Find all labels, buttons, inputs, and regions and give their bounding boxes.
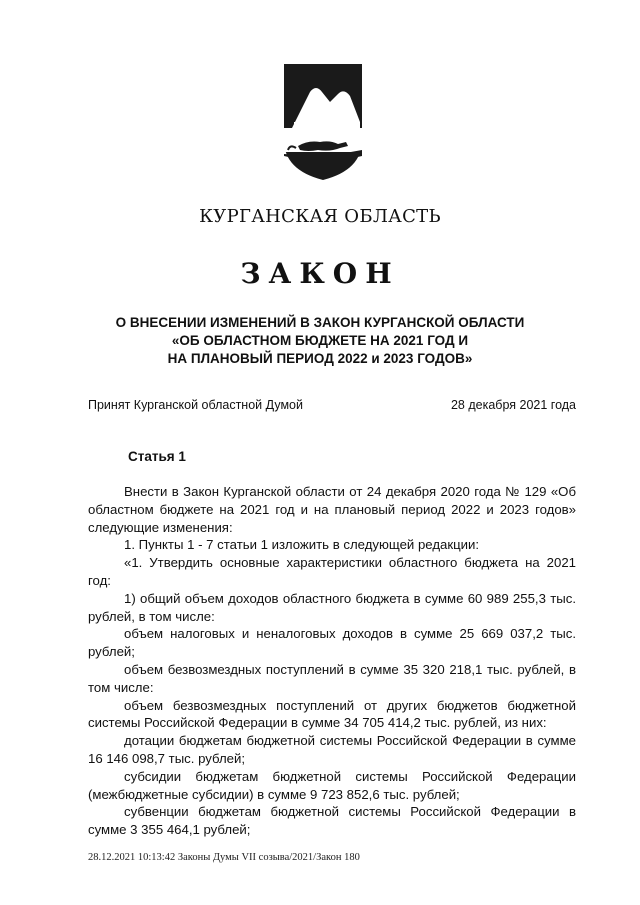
paragraph: Внести в Закон Курганской области от 24 декабря 2020 года № 129 «Об областном бюджете на 2021 год и на плановый период 2022 и 2023 годов» следующие изменения: <box>88 484 576 535</box>
paragraph: дотации бюджетам бюджетной системы Российской Федерации в сумме 16 146 098,7 тыс. рублей; <box>88 733 576 766</box>
paragraph: объем безвозмездных поступлений от других бюджетов бюджетной системы Российской Федерации в сумме 34 705 414,2 тыс. рублей, из них: <box>88 697 576 731</box>
subtitle-line: О ВНЕСЕНИИ ИЗМЕНЕНИЙ В ЗАКОН КУРГАНСКОЙ ОБЛАСТИ <box>115 315 525 330</box>
adoption-line <box>88 398 576 412</box>
paragraph: 1. Пункты 1 - 7 статьи 1 изложить в следующей редакции: <box>124 537 480 553</box>
article-title: Статья 1 <box>128 449 186 464</box>
region-title: КУРГАНСКАЯ ОБЛАСТЬ <box>199 206 441 227</box>
subtitle-line: НА ПЛАНОВЫЙ ПЕРИОД 2022 и 2023 ГОДОВ» <box>167 351 473 366</box>
adoption-date: 28 декабря 2021 года <box>450 398 576 412</box>
article-body <box>88 483 576 839</box>
law-subtitle <box>60 314 580 368</box>
paragraph: объем налоговых и неналоговых доходов в сумме 25 669 037,2 тыс. рублей; <box>88 626 576 660</box>
paragraph: 1) общий объем доходов областного бюджета в сумме 60 989 255,3 тыс. рублей, в том числе: <box>88 590 576 624</box>
subtitle-line: «ОБ ОБЛАСТНОМ БЮДЖЕТЕ НА 2021 ГОД И <box>171 333 469 348</box>
adopted-by: Принят Курганской областной Думой <box>88 398 303 412</box>
coat-of-arms-icon <box>280 62 366 182</box>
paragraph: субвенции бюджетам бюджетной системы Российской Федерации в сумме 3 355 464,1 рублей; <box>88 804 576 838</box>
document-type-title: ЗАКОН <box>240 257 400 290</box>
paragraph: «1. Утвердить основные характеристики областного бюджета на 2021 год: <box>88 555 576 588</box>
footer-stamp: 28.12.2021 10:13:42 Законы Думы VII созыва/2021/Закон 180 <box>88 852 360 863</box>
paragraph: объем безвозмездных поступлений в сумме 35 320 218,1 тыс. рублей, в том числе: <box>88 661 576 695</box>
paragraph: субсидии бюджетам бюджетной системы Российской Федерации (межбюджетные субсидии) в сумме 9 723 852,6 тыс. рублей; <box>88 768 576 802</box>
